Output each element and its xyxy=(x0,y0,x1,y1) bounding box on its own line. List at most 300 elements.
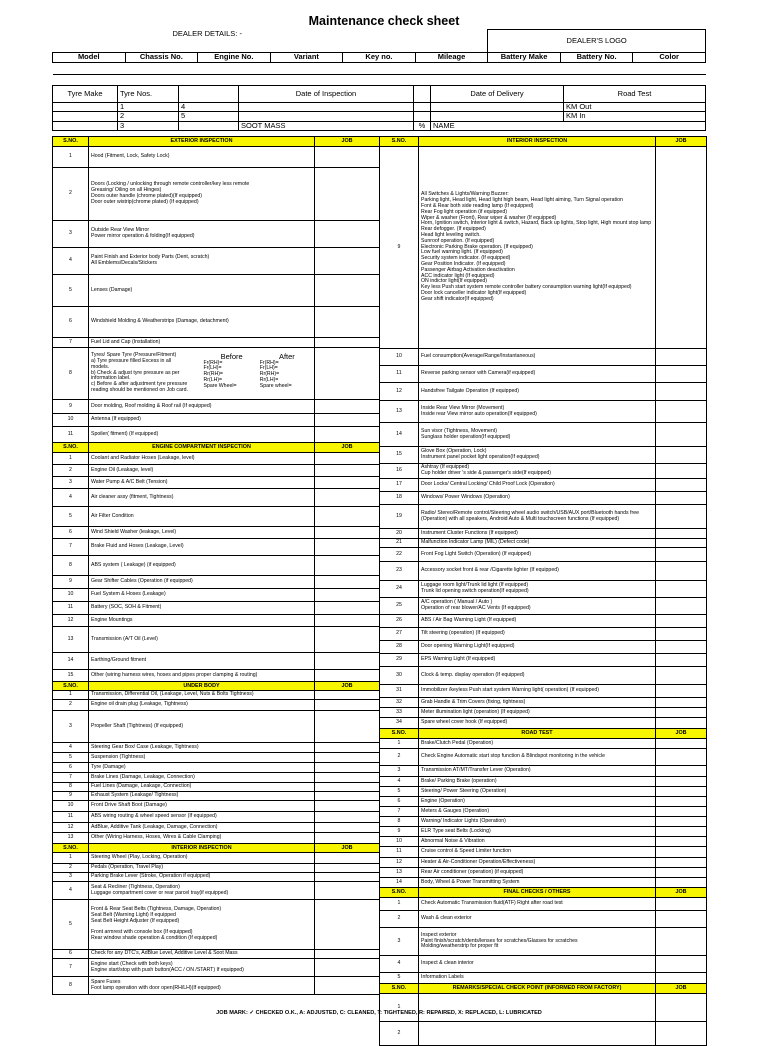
row-number: 14 xyxy=(380,423,419,447)
job-cell[interactable] xyxy=(656,615,707,628)
row-number: 9 xyxy=(53,400,89,414)
checklist-row xyxy=(380,447,707,464)
item-description: All Switches & Lights/Warning Buzzer: Parking light, Head light, Head light high beam, Head light aiming, Turn Signal operation Font & Rear both side reading lamp (If equipped) Rear Fog light operation (if equipped) Wiper & washer (Front), Rear wiper & washer (If equipped) Horn, Ignition switch, Interior light & switch, Hazard, Back up lights, Stop light, High mount stop lamp Rear defogger. (If equipped) Head light leveling switch. Sunroof operation. (If equipped) Electronic Parking Brake operation. (If equipped) Low fuel warning light. (If equipped) Security system indicator. (If equipped) Gear Position Indicator. (If equipped) Passenger Airbag Activation deactivation ACC indicator light (If equipped) ON indictor light(If equipped) Key less Push start system remote controller battery consumption warning light(If equipped) Door lock canceller indicator light(If equipped) Gear shift indicator(If equipped) xyxy=(419,147,656,349)
checklist-row xyxy=(53,900,380,950)
item-description: Steering/ Power Steering (Operation) xyxy=(419,787,656,797)
row-number: 15 xyxy=(53,670,89,682)
checklist-row xyxy=(380,401,707,423)
job-cell[interactable] xyxy=(656,654,707,667)
checklist-row xyxy=(53,853,380,864)
item-description: Other (wiring harness wires, hoses and pipes proper clamping & routing) xyxy=(89,670,315,682)
row-number: 9 xyxy=(53,576,89,589)
after-values: Fr(RH)= Fr(LH)= Rr(RH)= Rr(LH)= Spare wheel= xyxy=(259,359,292,389)
sno-header: S.NO. xyxy=(53,682,89,691)
job-cell[interactable] xyxy=(315,823,380,833)
dealer-details-label: DEALER DETAILS: - xyxy=(172,29,242,38)
row-number: 4 xyxy=(53,248,89,275)
tyre-before-col xyxy=(204,353,260,394)
job-cell[interactable] xyxy=(315,248,380,275)
item-description: Propeller Shaft (Tightness) (If equipped) xyxy=(89,711,315,743)
job-cell[interactable] xyxy=(656,827,707,837)
final-checks-header xyxy=(380,888,707,898)
checklist-row xyxy=(53,307,380,338)
job-cell[interactable] xyxy=(656,479,707,492)
job-cell[interactable] xyxy=(656,1022,707,1046)
item-description xyxy=(419,994,656,1022)
checklist-row xyxy=(53,427,380,443)
row-number: 2 xyxy=(53,168,89,221)
item-description: EPS Warning Light (If equipped) xyxy=(419,654,656,667)
job-cell[interactable] xyxy=(656,956,707,973)
checklist-row xyxy=(380,615,707,628)
exterior-header-title: EXTERIOR INSPECTION xyxy=(89,137,315,147)
job-cell[interactable] xyxy=(315,959,380,977)
job-cell[interactable] xyxy=(315,763,380,773)
job-cell[interactable] xyxy=(315,853,380,864)
job-cell[interactable] xyxy=(656,366,707,383)
checklist-row xyxy=(380,749,707,766)
engine-header-title: ENGINE COMPARTMENT INSPECTION xyxy=(89,443,315,453)
item-description: Front Fog Light Switch (Operation) (If equipped) xyxy=(419,548,656,562)
item-description: Check Engine Automatic start stop function & Blindspot monitoring in the vehicle xyxy=(419,749,656,766)
checklist-row xyxy=(380,492,707,505)
row-number: 5 xyxy=(380,787,419,797)
checklist-row xyxy=(53,700,380,711)
row-number: 2 xyxy=(53,465,89,477)
row-number: 32 xyxy=(380,698,419,708)
col-model: Model xyxy=(53,53,126,63)
row-number: 8 xyxy=(53,556,89,576)
row-number: 4 xyxy=(53,489,89,507)
interior-left-header-title: INTERIOR INSPECTION xyxy=(89,844,315,853)
item-description: Meter illumination light (operation) (If equipped) xyxy=(419,708,656,718)
item-description: Transmission AT/MT/Transfer Lever (Operation) xyxy=(419,766,656,777)
row-number: 5 xyxy=(53,753,89,763)
row-number: 9 xyxy=(53,792,89,801)
checklist-row xyxy=(53,627,380,653)
job-header: JOB xyxy=(656,137,707,147)
row-number: 11 xyxy=(53,812,89,823)
job-cell[interactable] xyxy=(656,858,707,868)
item-description: Body, Wheel & Power Transmitting System xyxy=(419,878,656,888)
checklist-row xyxy=(380,479,707,492)
item-description: Fuel Lid and Cap (Installation) xyxy=(89,338,315,348)
item-description: AdBlue, Additive Tank (Leakage, Damage, Connection) xyxy=(89,823,315,833)
job-cell[interactable] xyxy=(315,589,380,602)
job-cell[interactable] xyxy=(656,529,707,539)
item-description: ABS wiring routing & wheel speed sensor (If equipped) xyxy=(89,812,315,823)
job-cell[interactable] xyxy=(656,505,707,529)
job-cell[interactable] xyxy=(656,562,707,581)
job-cell[interactable] xyxy=(315,653,380,670)
checklist-row xyxy=(380,581,707,598)
item-description: Grab Handle & Trim Covers (fixing, tightness) xyxy=(419,698,656,708)
job-cell[interactable] xyxy=(315,670,380,682)
job-cell[interactable] xyxy=(315,576,380,589)
tyre-slot-1: 1 xyxy=(118,103,179,112)
job-cell[interactable] xyxy=(315,275,380,307)
job-cell[interactable] xyxy=(656,464,707,479)
job-cell[interactable] xyxy=(315,147,380,168)
item-description: Immobilizer /keyless Push start system Warning light( operation) (If equipped) xyxy=(419,685,656,698)
job-cell[interactable] xyxy=(315,801,380,812)
item-description: Hood (Fitment, Lock, Safety Lock) xyxy=(89,147,315,168)
job-cell[interactable] xyxy=(656,973,707,984)
after-label: After xyxy=(278,352,295,362)
job-header: JOB xyxy=(656,729,707,739)
job-cell[interactable] xyxy=(656,911,707,928)
job-cell[interactable] xyxy=(315,527,380,539)
row-number: 1 xyxy=(380,739,419,749)
job-cell[interactable] xyxy=(656,847,707,858)
col-mileage: Mileage xyxy=(415,53,488,63)
checklist-row xyxy=(53,743,380,753)
row-number: 34 xyxy=(380,718,419,729)
checklist-row xyxy=(53,823,380,833)
row-number: 21 xyxy=(380,539,419,548)
job-cell[interactable] xyxy=(315,465,380,477)
row-number: 1 xyxy=(380,994,419,1022)
item-description: Tilt steering (operation) (If equipped) xyxy=(419,628,656,641)
job-cell[interactable] xyxy=(656,423,707,447)
checklist-row xyxy=(380,685,707,698)
item-description: Suspension (Tightness) xyxy=(89,753,315,763)
item-description: Accessory socket front & rear /Cigarette lighter (If equipped) xyxy=(419,562,656,581)
job-cell[interactable] xyxy=(656,383,707,401)
row-number: 2 xyxy=(53,700,89,711)
checklist-row xyxy=(53,275,380,307)
checklist-row xyxy=(380,698,707,708)
job-cell[interactable] xyxy=(315,977,380,995)
row-number: 6 xyxy=(380,797,419,807)
row-number: 2 xyxy=(380,1022,419,1046)
col-color: Color xyxy=(633,53,706,63)
road-test-label: Road Test xyxy=(564,86,706,103)
item-description: Information Labels xyxy=(419,973,656,984)
job-cell[interactable] xyxy=(656,898,707,911)
job-cell[interactable] xyxy=(656,401,707,423)
item-description: Door molding, Roof molding & Roof rail (If equipped) xyxy=(89,400,315,414)
item-description: Outside Rear View Mirror Power mirror operation & folding(If equipped) xyxy=(89,221,315,248)
job-cell[interactable] xyxy=(315,743,380,753)
tyre-nos-label: Tyre Nos. xyxy=(118,86,179,103)
job-cell[interactable] xyxy=(315,864,380,873)
checklist-row xyxy=(380,837,707,847)
job-cell[interactable] xyxy=(315,773,380,783)
job-cell[interactable] xyxy=(656,492,707,505)
checklist-row xyxy=(380,817,707,827)
job-cell[interactable] xyxy=(315,792,380,801)
item-description: Paint Finish and Exterior body Parts (Dent, scratch) All Emblems/Decals/Stickers xyxy=(89,248,315,275)
job-cell[interactable] xyxy=(315,711,380,743)
row-number: 2 xyxy=(53,864,89,873)
checklist-row xyxy=(53,221,380,248)
row-number: 7 xyxy=(53,773,89,783)
item-description: ABS system ( Leakage) (if equipped) xyxy=(89,556,315,576)
job-cell[interactable] xyxy=(656,766,707,777)
row-number: 14 xyxy=(53,653,89,670)
job-cell[interactable] xyxy=(656,581,707,598)
row-number: 1 xyxy=(53,453,89,465)
job-cell[interactable] xyxy=(656,349,707,366)
job-cell[interactable] xyxy=(656,667,707,685)
item-description: Check for any DTC's, AdBlue Level, Additive Level & Soot Mass xyxy=(89,950,315,959)
page-title: Maintenance check sheet xyxy=(308,14,460,28)
before-values: Fr(RH)= Fr(LH)= Rr(RH)= Rr(LH)= Spare Wheel= xyxy=(203,359,237,389)
checklist-row xyxy=(380,562,707,581)
job-cell[interactable] xyxy=(315,489,380,507)
checklist-row xyxy=(53,959,380,977)
job-cell[interactable] xyxy=(656,718,707,729)
job-cell[interactable] xyxy=(315,783,380,792)
row-number: 14 xyxy=(380,878,419,888)
job-cell[interactable] xyxy=(656,147,707,349)
job-cell[interactable] xyxy=(656,685,707,698)
item-description xyxy=(419,1022,656,1046)
row-number: 31 xyxy=(380,685,419,698)
job-cell[interactable] xyxy=(656,598,707,615)
item-description: Transmission, Differential Oil, (Leakage, Level, Nuts & Bolts Tightness) xyxy=(89,691,315,700)
item-description: Inspect exterior Paint finish/scratch/dents/lenses for scratches/Glasses for scratches Molding/weatherstrip for proper fit xyxy=(419,928,656,956)
sno-header: S.NO. xyxy=(53,137,89,147)
row-number: 10 xyxy=(380,837,419,847)
checklist-row xyxy=(380,708,707,718)
item-description: Brake/ Parking Brake (operation) xyxy=(419,777,656,787)
checklist-row xyxy=(53,812,380,823)
item-description: Antenna (If equipped) xyxy=(89,414,315,427)
row-number: 3 xyxy=(53,221,89,248)
interior-left-header xyxy=(53,844,380,853)
checklist-row xyxy=(380,928,707,956)
job-cell[interactable] xyxy=(656,777,707,787)
dealer-header xyxy=(52,29,706,75)
row-number: 3 xyxy=(53,873,89,882)
checklist-row xyxy=(53,338,380,348)
job-cell[interactable] xyxy=(315,900,380,950)
checklist-row xyxy=(53,873,380,882)
job-cell[interactable] xyxy=(656,698,707,708)
job-cell[interactable] xyxy=(315,602,380,615)
tyre-after-col xyxy=(260,353,314,394)
checklist-row xyxy=(380,147,707,349)
job-cell[interactable] xyxy=(315,700,380,711)
checklist-row xyxy=(53,507,380,527)
job-mark-legend: JOB MARK: ✓ CHECKED O.K., A: ADJUSTED, C: CLEANED, T: TIGHTENED, R: REPAIRED, X: REPLACED, L: LUBRICATED xyxy=(216,1010,542,1016)
item-description xyxy=(89,348,315,400)
job-cell[interactable] xyxy=(656,708,707,718)
job-cell[interactable] xyxy=(315,427,380,443)
job-cell[interactable] xyxy=(656,447,707,464)
tyre-slot-5: 5 xyxy=(179,112,239,121)
col-chassis: Chassis No. xyxy=(125,53,198,63)
job-cell[interactable] xyxy=(315,556,380,576)
job-cell[interactable] xyxy=(315,950,380,959)
remarks-header xyxy=(380,984,707,994)
job-cell[interactable] xyxy=(656,749,707,766)
job-cell[interactable] xyxy=(315,507,380,527)
row-number: 13 xyxy=(380,868,419,878)
job-cell[interactable] xyxy=(315,833,380,844)
checklist-row xyxy=(53,864,380,873)
row-number: 12 xyxy=(380,383,419,401)
job-cell[interactable] xyxy=(656,548,707,562)
row-number: 23 xyxy=(380,562,419,581)
under-body-header xyxy=(53,682,380,691)
left-inspection-table xyxy=(52,136,380,995)
job-cell[interactable] xyxy=(656,878,707,888)
checklist-row xyxy=(380,739,707,749)
row-number: 10 xyxy=(53,414,89,427)
interior-right-header-title: INTERIOR INSPECTION xyxy=(419,137,656,147)
row-number: 19 xyxy=(380,505,419,529)
checklist-row xyxy=(380,667,707,685)
row-number: 22 xyxy=(380,548,419,562)
row-number: 18 xyxy=(380,492,419,505)
row-number: 3 xyxy=(53,477,89,489)
job-cell[interactable] xyxy=(315,221,380,248)
checklist-row xyxy=(380,911,707,928)
job-cell[interactable] xyxy=(315,307,380,338)
sno-header: S.NO. xyxy=(380,137,419,147)
item-description: Heater & Air-Conditioner Operation/Effectiveness) xyxy=(419,858,656,868)
item-description: Brake/Clutch Pedal (Operation) xyxy=(419,739,656,749)
checklist-row xyxy=(380,994,707,1022)
tyre-make-label: Tyre Make xyxy=(53,86,118,103)
item-description: A/C operation ( Manual / Auto ) Operation of rear blower/AC Vents (If equipped) xyxy=(419,598,656,615)
job-cell[interactable] xyxy=(315,453,380,465)
checklist-row xyxy=(380,787,707,797)
checklist-row xyxy=(53,527,380,539)
item-description: Engine Mountings xyxy=(89,615,315,627)
item-description: Cruise control & Speed Limiter function xyxy=(419,847,656,858)
checklist-row xyxy=(380,383,707,401)
job-cell[interactable] xyxy=(315,691,380,700)
row-number: 20 xyxy=(380,529,419,539)
job-cell[interactable] xyxy=(656,797,707,807)
job-cell[interactable] xyxy=(656,817,707,827)
item-description: Gear Shifter Cables (Operation (if equipped) xyxy=(89,576,315,589)
job-cell[interactable] xyxy=(656,994,707,1022)
row-number: 16 xyxy=(380,464,419,479)
item-description: Steering Wheel (Play, Locking, Operation) xyxy=(89,853,315,864)
checklist-row xyxy=(380,529,707,539)
item-description: Spoiler( fitment) (If equipped) xyxy=(89,427,315,443)
item-description: Handsfree Tailgate Operation (If equipped) xyxy=(419,383,656,401)
job-cell[interactable] xyxy=(315,414,380,427)
row-number: 1 xyxy=(53,691,89,700)
row-number: 6 xyxy=(53,307,89,338)
checklist-row xyxy=(53,763,380,773)
item-description: Engine (Operation) xyxy=(419,797,656,807)
item-description: Battery (SOC, SOH & Fitment) xyxy=(89,602,315,615)
checklist-row xyxy=(53,589,380,602)
row-number: 15 xyxy=(380,447,419,464)
job-header: JOB xyxy=(315,443,380,453)
item-description: Spare wheel cover hook (If equipped) xyxy=(419,718,656,729)
job-cell[interactable] xyxy=(656,539,707,548)
checklist-row xyxy=(380,718,707,729)
right-inspection-table xyxy=(379,136,707,1046)
item-description: Warning/ Indicator Lights (Operation) xyxy=(419,817,656,827)
job-cell[interactable] xyxy=(656,807,707,817)
job-cell[interactable] xyxy=(656,928,707,956)
checklist-row xyxy=(380,349,707,366)
job-cell[interactable] xyxy=(656,641,707,654)
item-description: Glove Box (Operation, Lock) Instrument panel pocket light operation(If equipped) xyxy=(419,447,656,464)
item-description: Fuel Lines (Damage, Leakage, Connection) xyxy=(89,783,315,792)
job-cell[interactable] xyxy=(656,628,707,641)
row-number: 4 xyxy=(380,777,419,787)
row-number: 1 xyxy=(53,147,89,168)
engine-header xyxy=(53,443,380,453)
job-cell[interactable] xyxy=(656,739,707,749)
row-number: 8 xyxy=(380,817,419,827)
sno-header: S.NO. xyxy=(380,888,419,898)
row-number: 11 xyxy=(380,366,419,383)
item-description: Instrument Cluster Functions (If equipped) xyxy=(419,529,656,539)
job-cell[interactable] xyxy=(315,812,380,823)
item-description: Wind Shield Washer (leakage, Level) xyxy=(89,527,315,539)
checklist-row xyxy=(380,464,707,479)
checklist-row xyxy=(53,833,380,844)
row-number: 30 xyxy=(380,667,419,685)
job-cell[interactable] xyxy=(315,882,380,900)
checklist-row xyxy=(53,414,380,427)
job-header: JOB xyxy=(315,844,380,853)
item-description: Brake Fluid and Hoses (Leakage, Level) xyxy=(89,539,315,556)
row-number: 26 xyxy=(380,615,419,628)
job-cell[interactable] xyxy=(315,477,380,489)
item-description: Engine oil drain plug (Leakage, Tightness) xyxy=(89,700,315,711)
job-cell[interactable] xyxy=(656,787,707,797)
item-description: Check Automatic Transmission fluid(ATF) Right after road test xyxy=(419,898,656,911)
checklist-row xyxy=(53,602,380,615)
job-cell[interactable] xyxy=(315,539,380,556)
job-cell[interactable] xyxy=(315,168,380,221)
item-description: Engine start (Check with both keys) Engine start/stop with push button(ACC / ON /START) If equipped) xyxy=(89,959,315,977)
item-description: Windows/ Power Windows (Operation) xyxy=(419,492,656,505)
checklist-row xyxy=(53,539,380,556)
item-description: Transmission (A/T Oil (Level) xyxy=(89,627,315,653)
row-number: 12 xyxy=(53,823,89,833)
job-cell[interactable] xyxy=(315,338,380,348)
row-number: 2 xyxy=(380,911,419,928)
row-number: 28 xyxy=(380,641,419,654)
checklist-row xyxy=(380,827,707,837)
row-number: 2 xyxy=(380,749,419,766)
job-cell[interactable] xyxy=(315,753,380,763)
checklist-row xyxy=(380,548,707,562)
checklist-row xyxy=(53,477,380,489)
row-number: 33 xyxy=(380,708,419,718)
checklist-row xyxy=(53,348,380,400)
item-text: Tyres/ Spare Tyre (Pressure/Fitment) a) Tyre pressure filled Excess in all models. b) Check & adjust tyre pressure as per information label. c) Before & after adjustment tyre pressure reading should be mentioned on Job card. xyxy=(91,352,188,394)
col-variant: Variant xyxy=(270,53,343,63)
job-cell[interactable] xyxy=(315,348,380,400)
row-number: 6 xyxy=(53,527,89,539)
job-cell[interactable] xyxy=(656,868,707,878)
job-cell[interactable] xyxy=(315,615,380,627)
job-cell[interactable] xyxy=(656,837,707,847)
item-description: Seat & Recliner (Tightness, Operation) Luggage compartment cover or rear parcel tray(if equipped) xyxy=(89,882,315,900)
job-cell[interactable] xyxy=(315,400,380,414)
item-description: Fuel System & Hoses (Leakage) xyxy=(89,589,315,602)
job-cell[interactable] xyxy=(315,627,380,653)
job-cell[interactable] xyxy=(315,873,380,882)
checklist-row xyxy=(380,858,707,868)
item-description: Parking Brake Lever (Stroke, Operation if equipped) xyxy=(89,873,315,882)
row-number: 17 xyxy=(380,479,419,492)
